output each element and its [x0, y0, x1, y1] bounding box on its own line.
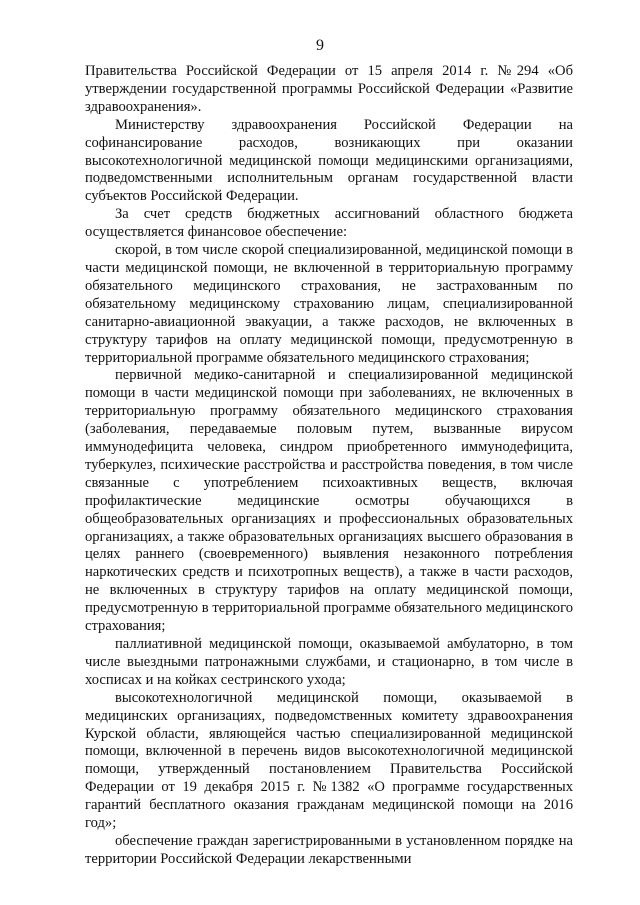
paragraph-ministry: Министерству здравоохранения Российской Федерации на софинансирование расходов, возникающих при оказании высокотехнологичной медицинской помощи медицинскими организациями, подведомственными исполнительным органам государственной власти субъектов Российской Федерации. [85, 116, 573, 205]
paragraph-high-tech-care: высокотехнологичной медицинской помощи, оказываемой в медицинских организациях, подведомственных комитету здравоохранения Курской области, являющейся частью специализированной медицинской помощи, включенной в перечень видов высокотехнологичной медицинской помощи, утвержденный постановлением Правительства Российской Федерации от 19 декабря 2015 г. №1382 «О программе государственных гарантий бесплатного оказания гражданам медицинской помощи на 2016 год»; [85, 689, 573, 832]
paragraph-regional-budget: За счет средств бюджетных ассигнований областного бюджета осуществляется финансовое обеспечение: [85, 206, 573, 241]
paragraph-emergency-care: скорой, в том числе скорой специализированной, медицинской помощи в части медицинской помощи, не включенной в территориальную программу обязательного медицинского страхования, не застрахованным по обязательному медицинскому страхованию лицам, специализированной санитарно-авиационной эвакуации, а также расходов, не включенных в структуру тарифов на оплату медицинской помощи, предусмотренную в территориальной программе обязательного медицинского страхования; [85, 242, 573, 366]
paragraph-drug-provision: обеспечение граждан зарегистрированными в установленном порядке на территории Российской Федерации лекарственными [85, 832, 573, 867]
paragraph-decree-continuation: Правительства Российской Федерации от 15 апреля 2014 г. №294 «Об утверждении государственной программы Российской Федерации «Развитие здравоохранения». [85, 63, 573, 115]
document-body [85, 63, 573, 869]
page-number: 9 [316, 37, 324, 54]
paragraph-primary-care: первичной медико-санитарной и специализированной медицинской помощи в части медицинской помощи при заболеваниях, не включенных в территориальную программу обязательного медицинского страхования (заболевания, передаваемые половым путем, вызванные вирусом иммунодефицита человека, синдром приобретенного иммунодефицита, туберкулез, психические расстройства и расстройства поведения, в том числе связанные с употреблением психоактивных веществ, включая профилактические медицинские осмотры обучающихся в общеобразовательных организациях и профессиональных образовательных организациях, а также образовательных организациях высшего образования в целях раннего (своевременного) выявления незаконного потребления наркотических средств и психотропных веществ), а также в части расходов, не включенных в структуру тарифов на оплату медицинской помощи, предусмотренную в территориальной программе обязательного медицинского страхования; [85, 367, 573, 635]
paragraph-palliative-care: паллиативной медицинской помощи, оказываемой амбулаторно, в том числе выездными патронажными службами, и стационарно, в том числе в хосписах и на койках сестринского ухода; [85, 636, 573, 688]
